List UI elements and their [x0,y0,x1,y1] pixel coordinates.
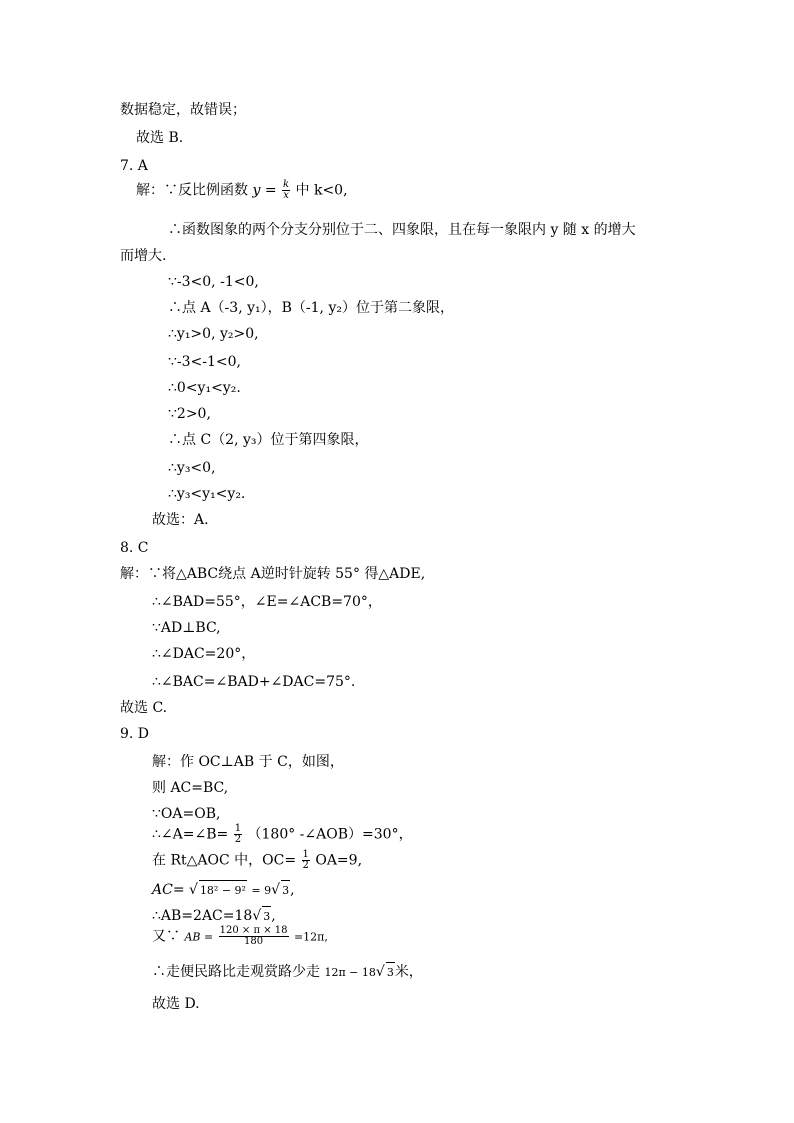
text-span: 中 k<0, [295,182,348,199]
fraction-one-half [302,850,310,871]
text-span: 解：∵反比例函数 [136,182,248,199]
fraction-denominator: 180 [244,936,264,947]
text-span: , [290,882,295,898]
text-line: 故选 D. [152,996,200,1012]
text-span: ∴走便民路比走观赏路少走 [152,964,320,980]
text-line: 解：作 OC⊥AB 于 C，如图， [152,754,344,770]
text-span: ∴AB=2AC=18 [152,908,253,924]
fraction-k-over-x [282,180,290,201]
sqrt-content: 18² − 9² [199,880,247,901]
text-line: ∴函数图象的两个分支分别位于二、四象限，且在每一象限内 y 随 x 的增大 [168,222,636,238]
text-span: , [271,908,276,924]
text-line [152,926,328,948]
text-line: ∵-3<-1<0, [168,354,242,370]
text-line [152,850,362,871]
text-line: 数据稳定，故错误； [120,102,246,118]
question-number: 8. C [120,540,149,556]
text-line: ∵AD⊥BC, [152,620,221,636]
fraction-denominator: 2 [234,834,242,845]
text-line: ∴y₃<y₁<y₂. [168,486,246,502]
text-line: ∴∠BAC=∠BAD+∠DAC=75°. [152,674,356,690]
text-line [152,962,423,983]
sqrt-icon: √ [271,882,281,898]
text-line: 故选 C. [120,700,168,716]
text-span: 又∵ [152,928,180,945]
text-line: 则 AC=BC, [152,780,229,796]
fraction-denominator: x [283,190,289,201]
question-number: 9. D [120,726,150,742]
text-line: ∴y₃<0, [168,460,216,476]
text-line [136,180,348,201]
text-span: = 9 [251,884,272,897]
fraction-numerator: 1 [234,823,242,834]
text-line: ∴∠DAC=20°， [152,646,256,662]
arc-label: AB = [184,930,214,944]
text-span: 12π − 18 [324,966,376,979]
text-span: =12π, [293,930,328,944]
text-line: ∴点 C（2, y₃）位于第四象限， [168,432,369,448]
text-line [152,880,295,901]
sqrt-content: 3 [386,962,395,983]
text-line: ∴点 A（-3, y₁），B（-1, y₂）位于第二象限， [168,300,454,316]
question-number: 7. A [120,158,148,174]
text-span: AC= [152,882,185,898]
sqrt-content: 3 [281,880,290,901]
text-line: ∵OA=OB, [152,806,221,822]
text-line [152,824,413,845]
fraction-denominator: 2 [302,860,309,871]
math-y: y = [252,182,277,199]
sqrt-icon: √ [189,882,198,898]
fraction-numerator: k [283,179,290,190]
text-line: ∴∠BAD=55°，∠E=∠ACB=70°， [152,594,382,610]
text-line: ∴0<y₁<y₂. [168,380,241,396]
fraction-arc-length [219,926,289,947]
text-line: 解：∵将△ABC绕点 A逆时针旋转 55° 得△ADE, [120,566,426,582]
text-line: 故选 B. [136,130,184,146]
fraction-numerator: 1 [302,849,309,860]
text-line: 故选：A. [152,512,209,528]
text-span: （180° -∠AOB）=30°， [247,826,413,843]
text-line: ∵-3<0, -1<0, [168,274,259,290]
text-line [152,906,276,927]
text-line: 而增大. [120,248,167,264]
fraction-one-half [234,824,242,845]
text-line: ∵2>0, [168,406,211,422]
sqrt-icon: √ [252,908,262,924]
text-span: OA=9, [315,852,363,869]
fraction-numerator: 120 × π × 18 [219,925,288,936]
text-span: 米， [394,964,423,980]
text-span: ∴∠A=∠B= [152,826,229,843]
sqrt-content: 3 [262,906,271,927]
text-line: ∴y₁>0, y₂>0, [168,326,259,342]
sqrt-icon: √ [375,964,385,980]
text-span: 在 Rt△AOC 中，OC= [152,852,297,869]
